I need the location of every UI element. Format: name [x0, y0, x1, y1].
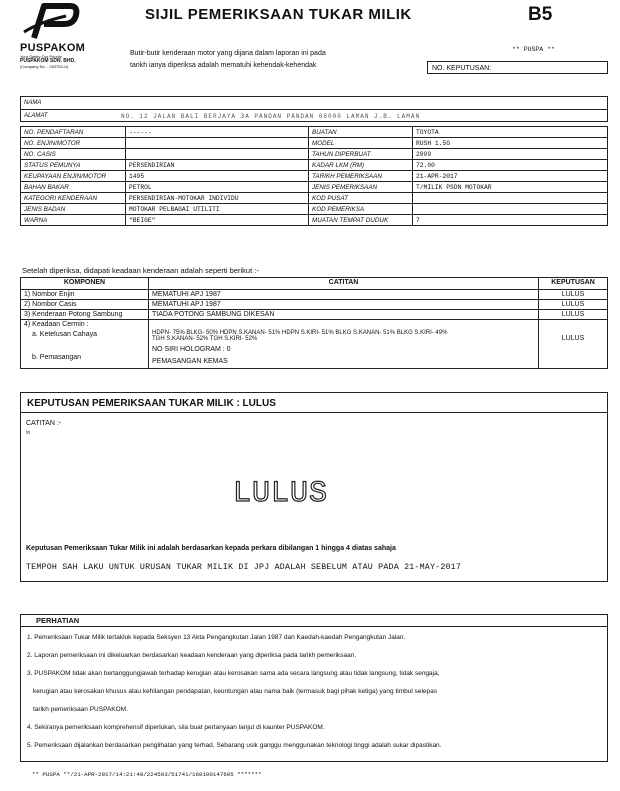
info-label: JENIS PEMERIKSAAN — [309, 182, 413, 193]
logo-brand: PUSPAKOM — [20, 42, 86, 54]
table-row — [21, 290, 608, 300]
logo-company-no: (Company No. - 263753-U) — [20, 64, 69, 69]
keputusan-cell: LULUS — [539, 290, 608, 300]
table-row — [21, 310, 608, 320]
inspection-table — [20, 277, 608, 369]
ketelusan-result: LULUS — [561, 335, 585, 342]
info-value: ------ — [126, 127, 309, 138]
ketelusan-text-1: HDPN- 75% BLKG- 50% HDPN S.KANAN- 51% HDPN S.KIRI- 51% BLKG S.KANAN- 51% BLKG S.KIRI- 49% — [152, 330, 448, 336]
puspa-tag: ** PUSPA ** — [512, 46, 555, 53]
catitan-cell: MEMATUHI APJ 1987 — [149, 290, 539, 300]
logo-company: PUSPAKOM SDN. BHD. — [20, 58, 76, 64]
decision-box — [20, 392, 608, 582]
info-value — [413, 204, 608, 215]
ketelusan-label: a. Ketelusan Cahaya — [32, 331, 97, 338]
info-label: TARIKH PEMERIKSAAN — [309, 171, 413, 182]
inspection-intro: Setelah diperiksa, didapati keadaan kenderaan adalah seperti berikut :- — [22, 266, 259, 275]
perhatian-item-4: 4. Sekiranya pemeriksaan komprehensif diperlukan, sila buat pertanyaan lanjut di kaunter PUSPAKOM. — [27, 724, 325, 731]
perhatian-item-3a: 3. PUSPAKOM tidak akan bertanggungjawab terhadap kerugian atau kerosakan sama ada secara langsung atau tidak langsung, tidak sengaja, — [27, 670, 440, 677]
catitan-label: CATITAN :- — [26, 420, 62, 427]
ketelusan-text-2: TGH S.KANAN- 52% TGH S.KIRI- 52% — [152, 336, 258, 342]
cermin-label: 4) Keadaan Cermin : — [24, 321, 89, 328]
alamat-value: NO. 12 JALAN BALI BERJAYA 3A PANDAN PANDAN 08000 LAMAN J.B. LAMAN — [121, 113, 421, 120]
info-label: MUATAN TEMPAT DUDUK — [309, 215, 413, 226]
table-row — [21, 171, 608, 182]
perhatian-item-2: 2. Laporan pemeriksaan ini dikeluarkan berdasarkan keadaan kenderaan yang diperiksa pada tarikh pemeriksaan. — [27, 652, 357, 659]
komponen-cell: 3) Kenderaan Potong Sambung — [21, 310, 149, 320]
table-row — [21, 193, 608, 204]
info-value: 7 — [413, 215, 608, 226]
info-label: KATEGORI KENDERAAN — [21, 193, 126, 204]
info-label: KADAR LKM (RM) — [309, 160, 413, 171]
info-value — [126, 149, 309, 160]
info-value: 1495 — [126, 171, 309, 182]
intro-line-2: tarikh ianya diperiksa adalah mematuhi kehendak-kehendak — [130, 62, 317, 69]
divider — [21, 412, 607, 413]
intro-text — [130, 48, 390, 72]
inspection-header-row — [21, 278, 608, 290]
info-value: PERSENDIRIAN-MOTOKAR INDIVIDU — [126, 193, 309, 204]
table-row — [21, 204, 608, 215]
info-value: "BEIGE" — [126, 215, 309, 226]
info-value: 72.00 — [413, 160, 608, 171]
komponen-cell: 1) Nombor Enjin — [21, 290, 149, 300]
info-value: RUSH 1.5G — [413, 138, 608, 149]
catitan-cell: TIADA POTONG SAMBUNG DIKESAN — [149, 310, 539, 320]
info-label: JENIS BADAN — [21, 204, 126, 215]
intro-line-1: Butir-butir kenderaan motor yang dijana dalam laporan ini pada — [130, 50, 326, 57]
info-label: KOD PEMERIKSA — [309, 204, 413, 215]
info-label: KEUPAYAAN ENJIN/MOTOR — [21, 171, 126, 182]
table-row — [21, 182, 608, 193]
puspakom-logo-icon — [20, 2, 80, 42]
perhatian-list — [27, 633, 597, 759]
validity-text: TEMPOH SAH LAKU UNTUK URUSAN TUKAR MILIK DI JPJ ADALAH SEBELUM ATAU PADA 21-MAY-2017 — [26, 563, 462, 572]
table-row — [21, 149, 608, 160]
info-label: KOD PUSAT — [309, 193, 413, 204]
pemasangan-label: b. Pemasangan — [32, 354, 82, 361]
header-catitan: CATITAN — [149, 278, 539, 290]
info-label: TAHUN DIPERBUAT — [309, 149, 413, 160]
keputusan-cell — [539, 320, 608, 369]
info-label: BUATAN — [309, 127, 413, 138]
info-value — [413, 193, 608, 204]
alamat-row — [21, 109, 607, 122]
vehicle-info-table — [20, 126, 608, 226]
table-row — [21, 320, 608, 369]
header-keputusan: KEPUTUSAN — [539, 278, 608, 290]
info-value: 2009 — [413, 149, 608, 160]
info-value: 21-APR-2017 — [413, 171, 608, 182]
alamat-label: ALAMAT — [24, 113, 48, 119]
catitan-cell — [149, 320, 539, 369]
logo-tagline: Your Safety Our Priority — [20, 54, 62, 59]
info-label: STATUS PEMUNYA — [21, 160, 126, 171]
pemasangan-text: PEMASANGAN KEMAS — [152, 358, 228, 365]
puspakom-logo — [20, 2, 115, 70]
keputusan-cell: LULUS — [539, 310, 608, 320]
info-value: MOTOKAR PELBAGAI UTILITI — [126, 204, 309, 215]
info-label: NO. CASIS — [21, 149, 126, 160]
no-keputusan-field: NO. KEPUTUSAN: — [427, 61, 608, 74]
table-row — [21, 160, 608, 171]
info-label: NO. PENDAFTARAN — [21, 127, 126, 138]
perhatian-item-1: 1. Pemeriksaan Tukar Milik tertakluk kepada Seksyen 13 Akta Pengangkutan Jalan 1987 dan Kaedah-kaedah Pengangkutan Jalan. — [27, 634, 406, 641]
perhatian-item-3b: kerugian atau kerosakan khusus atau kehilangan pendapatan, keuntungan atau nama baik (termasuk bagi pihak ketiga) yang timbul selepas — [33, 688, 437, 695]
info-value: PERSENDIRIAN — [126, 160, 309, 171]
table-row — [21, 215, 608, 226]
catitan-value: \n — [26, 430, 31, 436]
nama-label: NAMA — [24, 100, 42, 106]
info-label: MODEL — [309, 138, 413, 149]
header-komponen: KOMPONEN — [21, 278, 149, 290]
keputusan-cell: LULUS — [539, 300, 608, 310]
komponen-cell: 2) Nombor Casis — [21, 300, 149, 310]
komponen-cell — [21, 320, 149, 369]
owner-box — [20, 96, 608, 122]
info-value — [126, 138, 309, 149]
perhatian-item-3c: tarikh pemeriksaan PUSPAKOM. — [33, 706, 128, 713]
table-row — [21, 127, 608, 138]
page-title: SIJIL PEMERIKSAAN TUKAR MILIK — [145, 6, 412, 23]
info-value: PETROL — [126, 182, 309, 193]
perhatian-item-5: 5. Pemeriksaan dijalankan berdasarkan penglihatan yang terhad. Sebarang usik ganggu menggunakan teknologi tinggi adalah sukar dipastikan. — [27, 742, 442, 749]
footer-stamp: ** PUSPA **/21-APR-2017/14:21:48/224503/51741/160100147695 ******* — [32, 771, 262, 778]
perhatian-box — [20, 614, 608, 762]
table-row — [21, 138, 608, 149]
nama-row — [21, 97, 607, 109]
perhatian-title: PERHATIAN — [21, 615, 607, 627]
info-label: WARNA — [21, 215, 126, 226]
form-code: B5 — [528, 4, 553, 25]
info-label: NO. ENJIN/MOTOR — [21, 138, 126, 149]
info-value: T/MILIK PSDN MOTOKAR — [413, 182, 608, 193]
table-row — [21, 300, 608, 310]
info-label: BAHAN BAKAR — [21, 182, 126, 193]
info-value: TOYOTA — [413, 127, 608, 138]
hologram-text: NO SIRI HOLOGRAM : 0 — [152, 346, 231, 353]
catitan-cell: MEMATUHI APJ 1987 — [149, 300, 539, 310]
decision-note: Keputusan Pemeriksaan Tukar Milik ini adalah berdasarkan kepada perkara dibilangan 1 hingga 4 diatas sahaja — [26, 545, 396, 552]
decision-title: KEPUTUSAN PEMERIKSAAN TUKAR MILIK : LULUS — [27, 398, 276, 409]
lulus-stamp: LULUS — [233, 477, 329, 511]
